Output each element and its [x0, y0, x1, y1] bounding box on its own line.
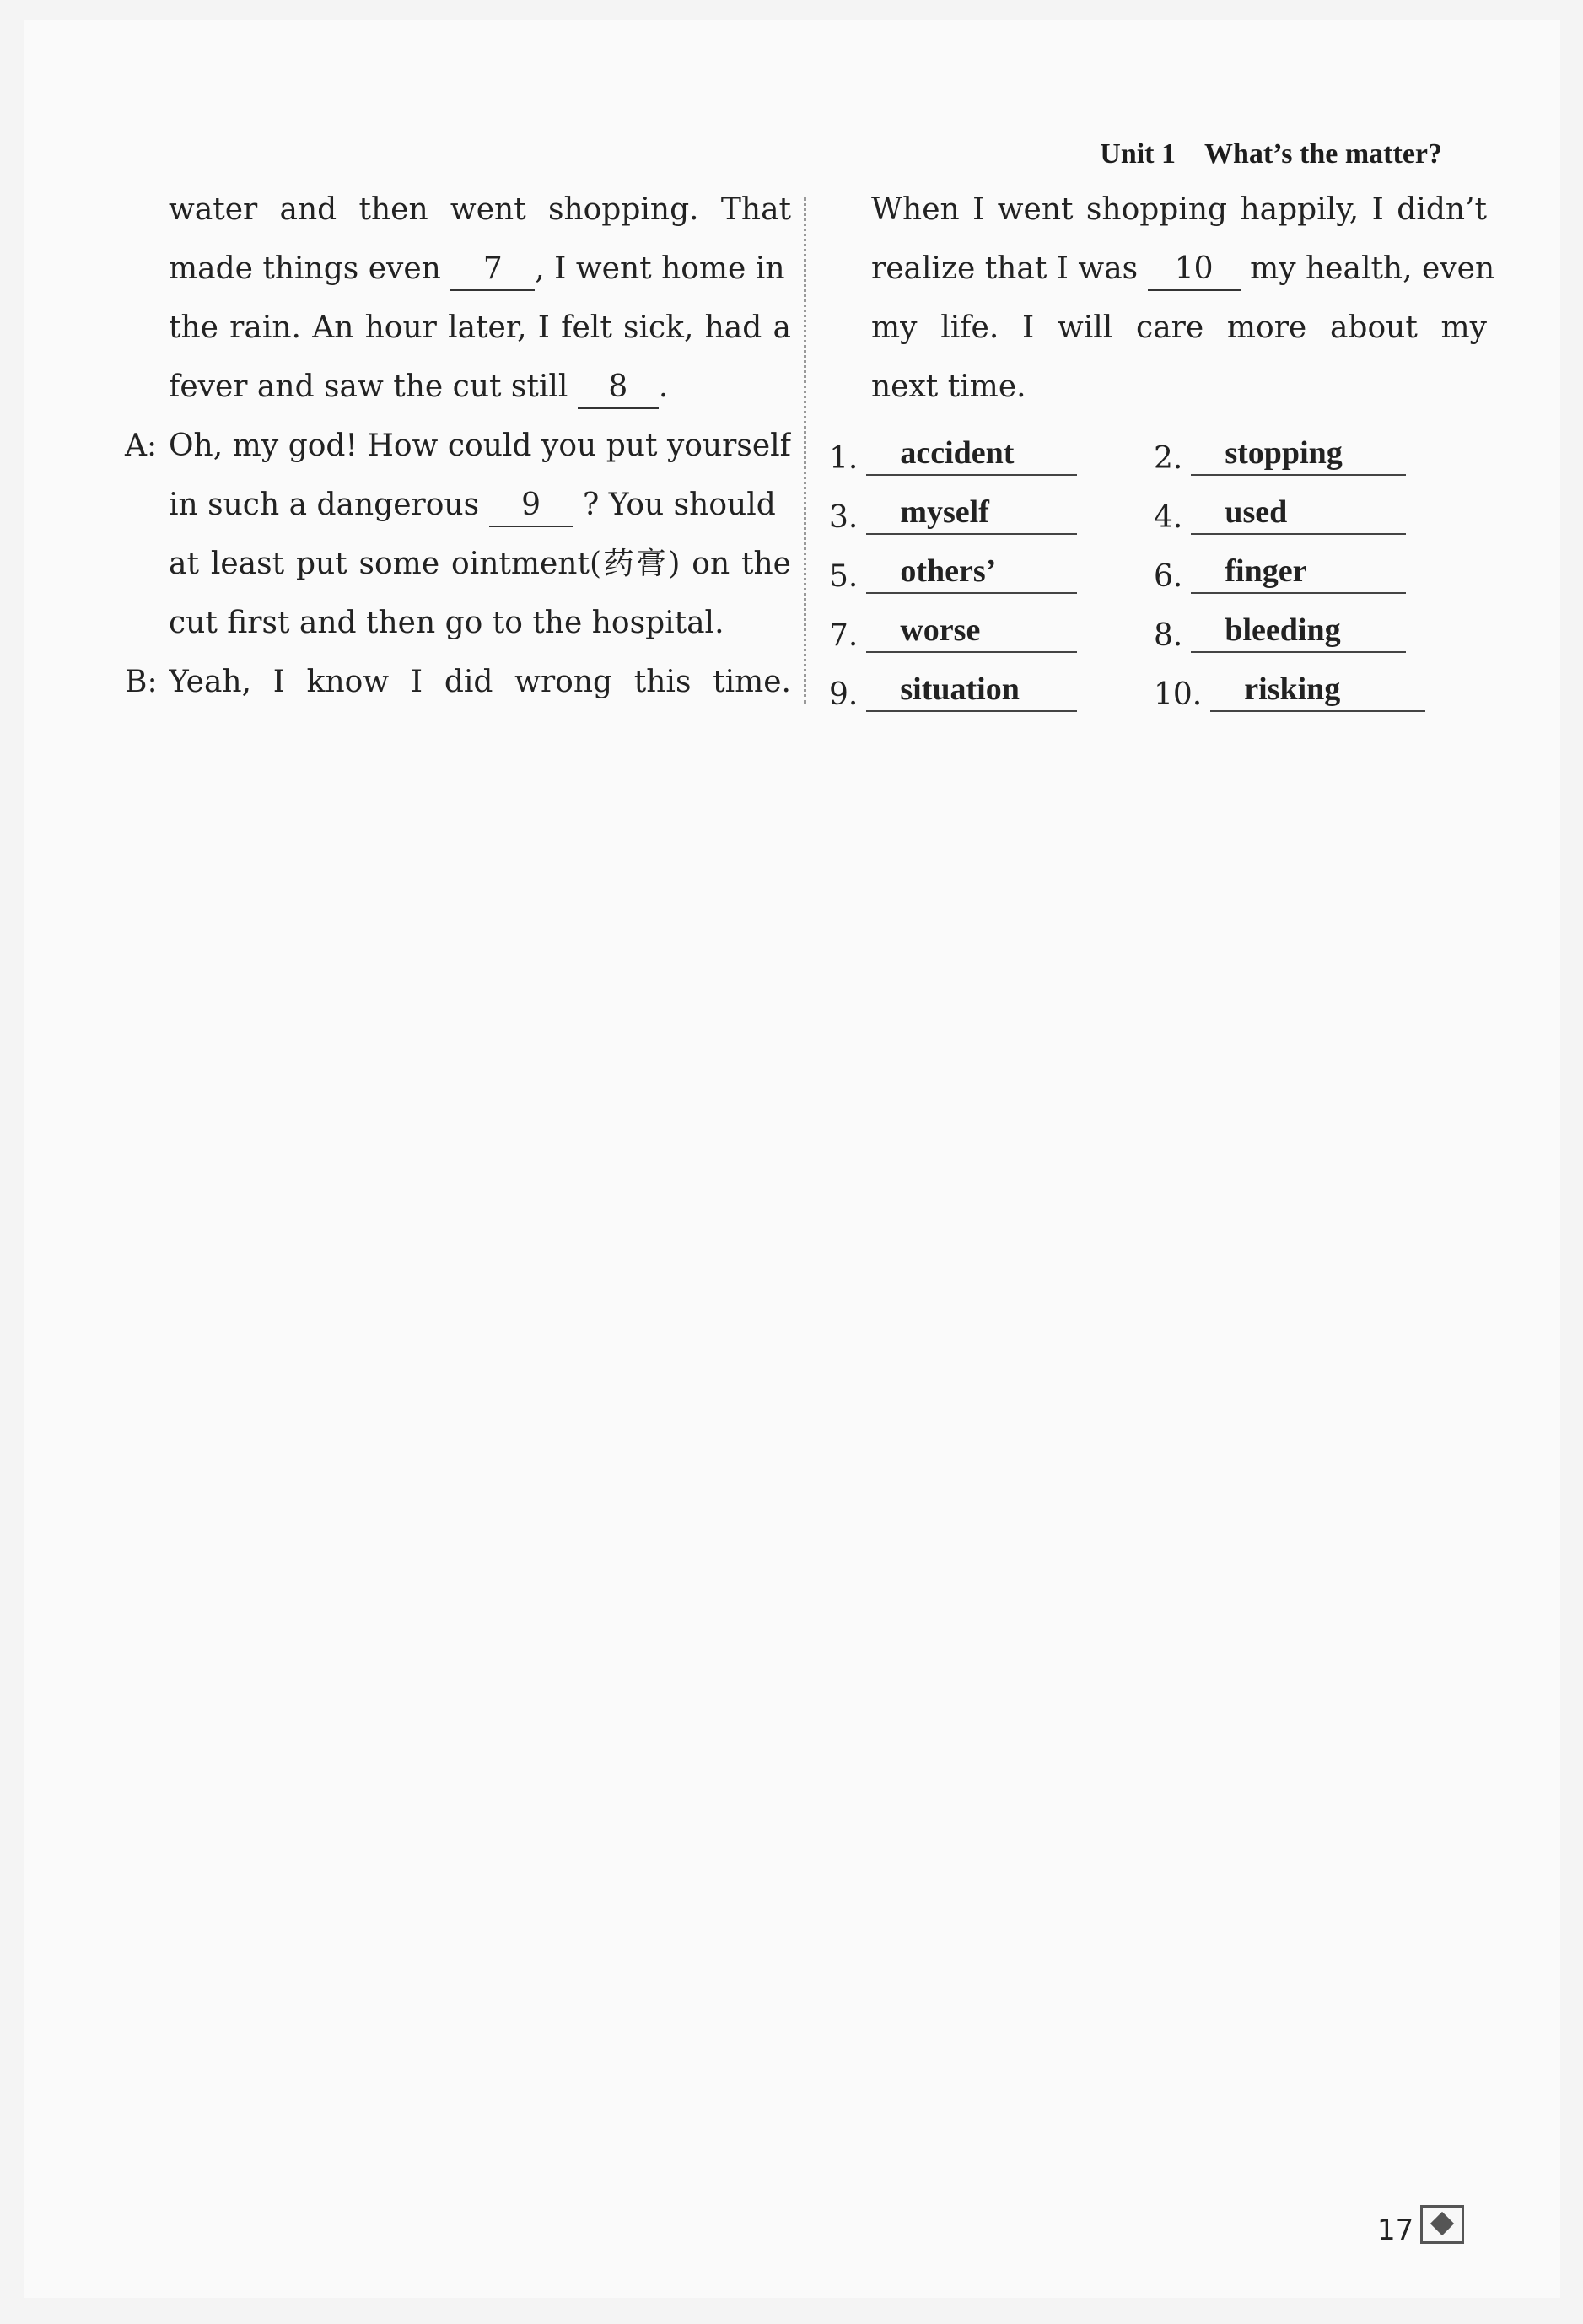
text-fragment: .	[658, 369, 669, 404]
text-fragment: made things even	[169, 251, 441, 286]
answer-word: risking	[1210, 668, 1425, 712]
text-fragment: Oh, my god! How could you put yourself	[169, 429, 791, 463]
left-column	[125, 181, 791, 712]
text-fragment: my health, even	[1250, 251, 1495, 286]
speaker-a: A:	[125, 429, 158, 463]
answer-word: bleeding	[1191, 609, 1406, 653]
text-fragment: fever and saw the cut still	[169, 369, 568, 404]
unit-label: Unit 1	[1100, 138, 1176, 170]
answer-word: finger	[1191, 550, 1406, 594]
answer-item	[1154, 594, 1406, 653]
answer-item	[1154, 653, 1425, 712]
answer-number: 5.	[829, 559, 859, 594]
answer-row	[829, 417, 1470, 476]
text-fragment: in such a dangerous	[169, 488, 480, 522]
answer-word: stopping	[1191, 432, 1406, 476]
text-line: the rain. An hour later, I felt sick, had a	[169, 310, 791, 345]
answer-key	[829, 417, 1470, 712]
dialogue-line-b	[125, 653, 791, 712]
answer-number: 9.	[829, 677, 859, 712]
answer-number: 1.	[829, 441, 859, 476]
answer-number: 6.	[1154, 559, 1183, 594]
text-line: When I went shopping happily, I didn’t	[871, 192, 1487, 227]
diamond-logo-icon	[1420, 2205, 1464, 2244]
answer-item	[829, 535, 1077, 594]
answer-number: 4.	[1154, 500, 1183, 535]
right-column	[871, 181, 1495, 417]
text-line: next time.	[871, 369, 1026, 404]
answer-row	[829, 653, 1470, 712]
answer-row	[829, 535, 1470, 594]
answer-word: myself	[866, 491, 1077, 535]
unit-title: What’s the matter?	[1204, 138, 1442, 170]
text-fragment: ? You should	[583, 488, 776, 522]
text-line	[125, 358, 791, 417]
answer-item	[829, 417, 1077, 476]
answer-number: 3.	[829, 500, 859, 535]
text-line: my life. I will care more about my	[871, 310, 1487, 345]
answer-row	[829, 594, 1470, 653]
answer-number: 10.	[1154, 677, 1203, 712]
answer-number: 8.	[1154, 618, 1183, 653]
answer-item	[829, 653, 1077, 712]
speaker-b: B:	[125, 665, 158, 699]
blank-10: 10	[1148, 251, 1241, 291]
text-fragment: realize that I was	[871, 251, 1139, 286]
blank-8: 8	[578, 369, 659, 409]
answer-word: used	[1191, 491, 1406, 535]
text-line	[125, 240, 791, 299]
blank-7: 7	[450, 251, 535, 291]
answer-item	[1154, 417, 1406, 476]
column-divider	[804, 197, 806, 704]
answer-word: worse	[866, 609, 1077, 653]
answer-item	[1154, 535, 1406, 594]
answer-row	[829, 476, 1470, 535]
text-line: cut first and then go to the hospital.	[169, 606, 724, 640]
text-line: water and then went shopping. That	[169, 192, 791, 227]
answer-item	[829, 594, 1077, 653]
answer-item	[829, 476, 1077, 535]
dialogue-line-a	[125, 417, 791, 476]
page	[24, 20, 1560, 2298]
page-header	[1100, 138, 1442, 170]
text-line	[871, 240, 1495, 299]
answer-word: others’	[866, 550, 1077, 594]
blank-9: 9	[489, 487, 573, 527]
answer-item	[1154, 476, 1406, 535]
text-line: at least put some ointment(药膏) on the	[169, 547, 791, 581]
answer-word: accident	[866, 432, 1077, 476]
page-number: 17	[1377, 2213, 1414, 2247]
answer-number: 2.	[1154, 441, 1183, 476]
answer-number: 7.	[829, 618, 859, 653]
text-fragment: Yeah, I know I did wrong this time.	[169, 665, 791, 699]
text-line	[125, 476, 791, 535]
answer-word: situation	[866, 668, 1077, 712]
text-fragment: , I went home in	[535, 251, 785, 286]
